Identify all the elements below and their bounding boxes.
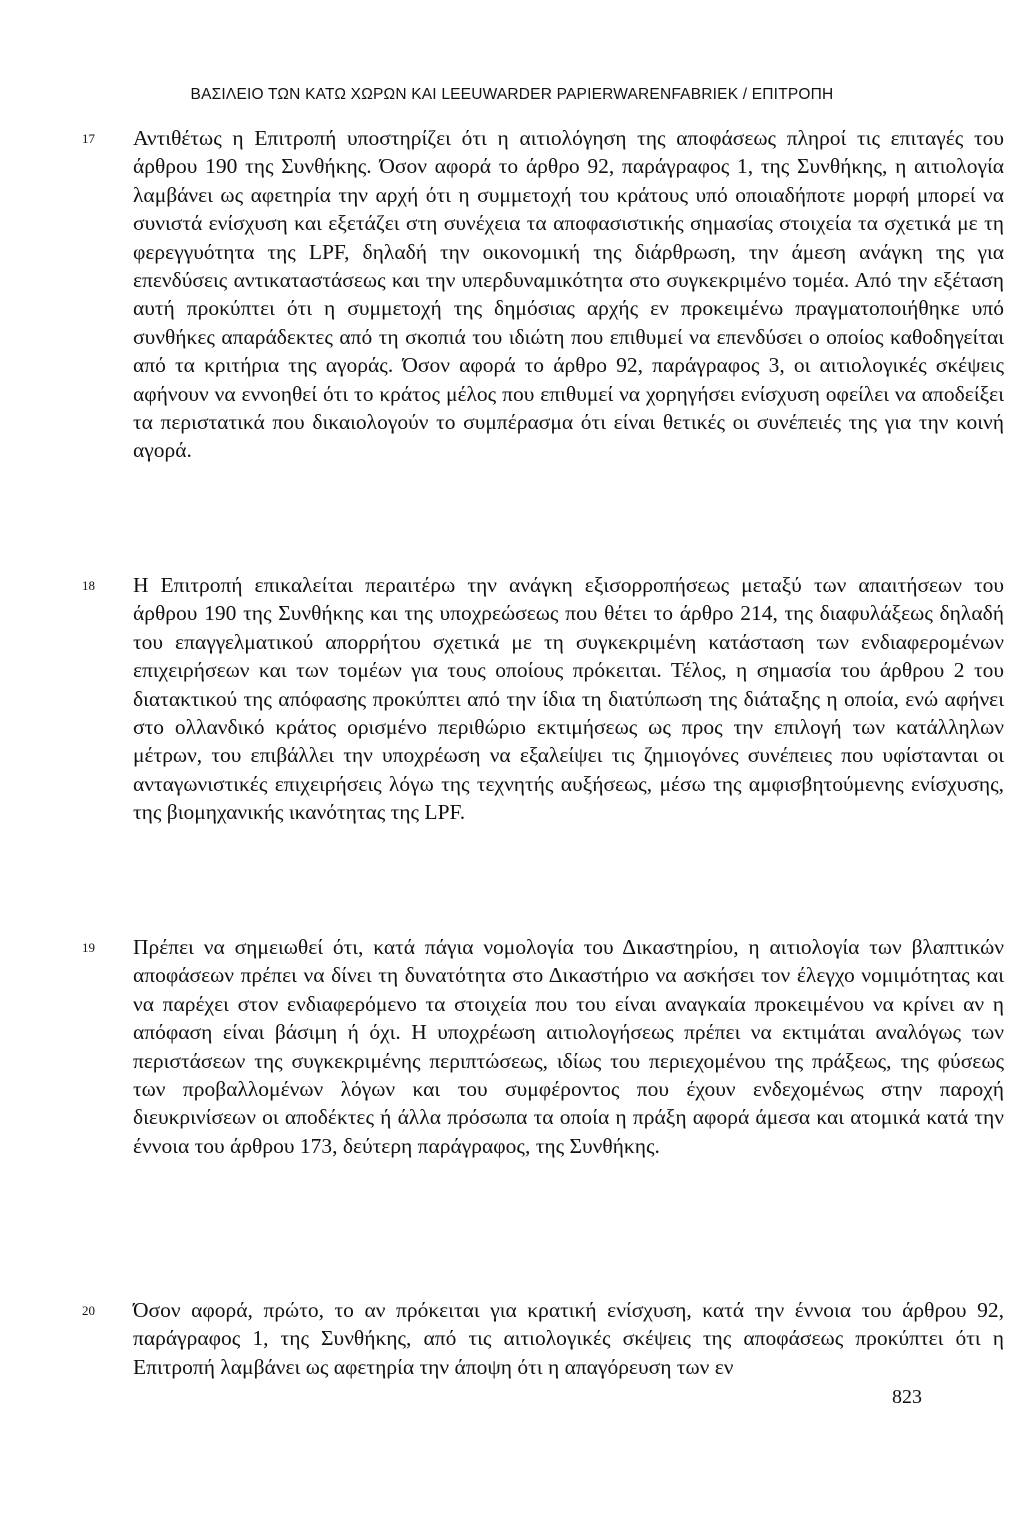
paragraph-text: Πρέπει να σημειωθεί ότι, κατά πάγια νομολογία του Δικαστηρίου, η αιτιολογία των βλαπτικών αποφάσεων πρέπει να δίνει τη δυνατότητα στο Δικαστήριο να ασκήσει τον έλεγχο νομιμότητας και να παρέχει στον ενδιαφερόμενο τα στοιχεία που του είναι αναγκαία προκειμένου να κρίνει αν η απόφαση είναι βάσιμη ή όχι. Η υποχρέωση αιτιολογήσεως πρέπει να εκτιμάται αναλόγως των περιστάσεων της συγκεκριμένης περιπτώσεως, ιδίως του περιεχομένου της πράξεως, της φύσεως των προβαλλομένων λόγων και του συμφέροντος που έχουν ενδεχομένως στην παροχή διευκρινίσεων οι αποδέκτες ή άλλα πρόσωπα τα οποία η πράξη αφορά άμεσα και ατομικά κατά την έννοια του άρθρου 173, δεύτερη παράγραφος, της Συνθήκης. bbox=[133, 935, 1004, 1158]
paragraph-number: 19 bbox=[82, 940, 95, 955]
paragraph-number: 20 bbox=[82, 1303, 95, 1318]
paragraph-text: Αντιθέτως η Επιτροπή υποστηρίζει ότι η αιτιολόγηση της αποφάσεως πληροί τις επιταγές του άρθρου 190 της Συνθήκης. Όσον αφορά το άρθρο 92, παράγραφος 1, της Συνθήκης, η αιτιολογία λαμβάνει ως αφετηρία την αρχή ότι η συμμετοχή του κράτους υπό οποιαδήποτε μορφή μπορεί να συνιστά ενίσχυση και εξετάζει στη συνέχεια τα αποφασιστικής σημασίας στοιχεία τα σχετικά με τη φερεγγυότητα της LPF, δηλαδή την οικονομική της διάρθρωση, την άμεση ανάγκη της για επενδύσεις αντικαταστάσεως και την υπερδυναμικότητα στο συγκεκριμένο τομέα. Από την εξέταση αυτή προκύπτει ότι η συμμετοχή της δημόσιας αρχής εν προκειμένω πραγματοποιήθηκε υπό συνθήκες απαράδεκτες από τη σκοπιά του ιδιώτη που επιθυμεί να επενδύσει ο οποίος καθοδηγείται από τα κριτήρια της αγοράς. Όσον αφορά το άρθρο 92, παράγραφος 3, οι αιτιολογικές σκέψεις αφήνουν να εννοηθεί ότι το κράτος μέλος που επιθυμεί να χορηγήσει ενίσχυση οφείλει να αποδείξει τα περιστατικά που δικαιολογούν το συμπέρασμα ότι είναι θετικές οι συνέπειές της για την κοινή αγορά. bbox=[133, 126, 1004, 463]
page-number: 823 bbox=[892, 1386, 922, 1408]
paragraph-number: 17 bbox=[82, 131, 95, 146]
paragraph-number: 18 bbox=[82, 578, 95, 593]
paragraph-text: Η Επιτροπή επικαλείται περαιτέρω την ανάγκη εξισορροπήσεως μεταξύ των απαιτήσεων του άρθρου 190 της Συνθήκης και της υποχρεώσεως που θέτει το άρθρο 214, της διαφυλάξεως δηλαδή του επαγγελματικού απορρήτου σχετικά με τη συγκεκριμένη κατάσταση των ενδιαφερομένων επιχειρήσεων και των τομέων για τους οποίους πρόκειται. Τέλος, η σημασία του άρθρου 2 του διατακτικού της απόφασης προκύπτει από την ίδια τη διατύπωση της διάταξης η οποία, ενώ αφήνει στο ολλανδικό κράτος ορισμένο περιθώριο εκτιμήσεως ως προς την επιλογή των κατάλληλων μέτρων, του επιβάλλει την υποχρέωση να εξαλείψει τις ζημιογόνες συνέπειες που υφίστανται οι ανταγωνιστικές επιχειρήσεις λόγω της τεχνητής αυξήσεως, μέσω της αμφισβητούμενης ενίσχυσης, της βιομηχανικής ικανότητας της LPF. bbox=[133, 573, 1004, 825]
running-header: ΒΑΣΙΛΕΙΟ ΤΩΝ ΚΑΤΩ ΧΩΡΩΝ ΚΑΙ LEEUWARDER PAPIERWARENFABRIEK / ΕΠΙΤΡΟΠΗ bbox=[190, 86, 834, 103]
paragraph-text: Όσον αφορά, πρώτο, το αν πρόκειται για κρατική ενίσχυση, κατά την έννοια του άρθρου 92, παράγραφος 1, της Συνθήκης, από τις αιτιολογικές σκέψεις της αποφάσεως προκύπτει ότι η Επιτροπή λαμβάνει ως αφετηρία την άποψη ότι η απαγόρευση των εν bbox=[133, 1298, 1004, 1379]
